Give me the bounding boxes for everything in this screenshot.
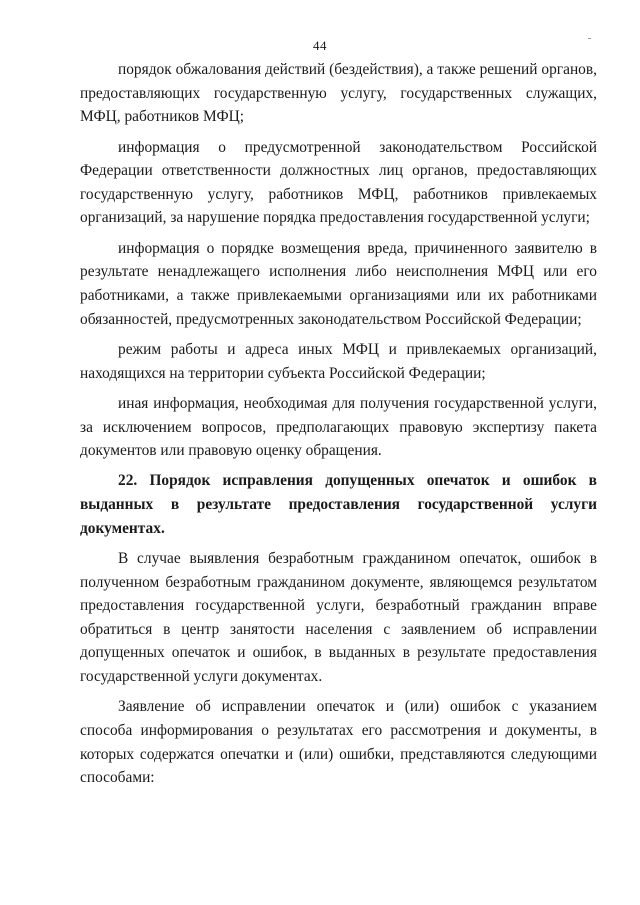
section-number: 22. — [118, 472, 138, 490]
document-body — [80, 58, 597, 790]
section-heading — [80, 469, 597, 540]
paragraph-damage-compensation: информация о порядке возмещения вреда, причиненного заявителю в результате ненадлежащего исполнения либо неисполнения МФЦ или его работниками, а также привлекаемыми организациями или их работниками обязанностей, предусмотренных законодательством Российской Федерации; — [80, 239, 597, 328]
paragraph-appeal-procedure: порядок обжалования действий (бездействия), а также решений органов, предоставляющих государственную услугу, государственных служащих, МФЦ, работников МФЦ; — [80, 61, 597, 126]
section-title: Порядок исправления допущенных опечаток и ошибок в выданных в результате предоставления государственной услуги документах. — [80, 472, 597, 537]
paragraph-error-detection: В случае выявления безработным гражданином опечаток, ошибок в полученном безработным гражданином документе, являющемся результатом предоставления государственной услуги, безработный гражданин вправе обратиться в центр занятости населения с заявлением об исправлении допущенных опечаток и ошибок, в выданных в результате предоставления государственной услуги документах. — [80, 550, 597, 686]
paragraph-application-methods: Заявление об исправлении опечаток и (или) ошибок с указанием способа информирования о результатах его рассмотрения и документы, в которых содержатся опечатки и (или) ошибки, представляются следующими способами: — [80, 698, 597, 787]
paragraph-responsibility-info: информация о предусмотренной законодательством Российской Федерации ответственности должностных лиц органов, предоставляющих государственную услугу, работников МФЦ, работников привлекаемых организаций, за нарушение порядка предоставления государственной услуги; — [80, 138, 597, 227]
paragraph-work-schedule: режим работы и адреса иных МФЦ и привлекаемых организаций, находящихся на территории субъекта Российской Федерации; — [80, 340, 597, 382]
paragraph-other-info: иная информация, необходимая для получения государственной услуги, за исключением вопросов, предполагающих правовую экспертизу пакета документов или правовую оценку обращения. — [80, 394, 597, 460]
page-number: 44 — [313, 38, 327, 53]
scan-mark — [588, 38, 591, 39]
